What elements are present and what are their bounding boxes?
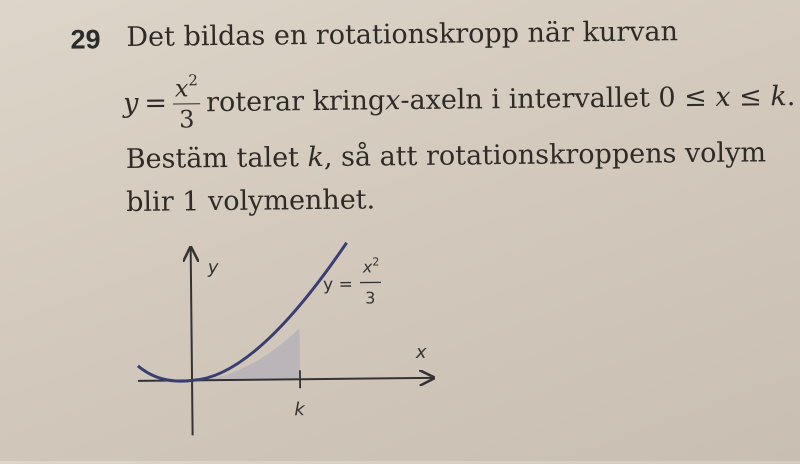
problem-line-2 [123, 67, 796, 132]
line2-text-a: roterar kring [206, 85, 385, 118]
line3-text-b: , så att rotationskroppens volym [324, 137, 766, 173]
line3-text-a: Bestäm talet [126, 142, 308, 175]
problem-line-4: blir 1 volymenhet. [126, 184, 375, 218]
equation-y: y [123, 87, 139, 118]
k-label: k [294, 399, 306, 420]
curve-label-denominator: 3 [365, 288, 375, 307]
line2-x-var: x [715, 81, 731, 112]
fraction-numerator [173, 73, 200, 104]
x-axis-label: x [415, 342, 427, 363]
curve-label-y: y = [323, 275, 353, 295]
y-axis [191, 249, 193, 435]
y-axis-label: y [207, 257, 219, 278]
equation-fraction [173, 73, 201, 131]
rotation-graph [129, 237, 441, 445]
problem-line-1: Det bildas en rotationskropp när kurvan [126, 16, 678, 53]
line2-period: . [787, 81, 796, 112]
line2-text-b: -axeln i intervallet 0 ≤ [400, 81, 715, 115]
equation-equals: = [144, 87, 167, 118]
line2-text-c: ≤ [730, 81, 770, 112]
numerator-exponent: 2 [188, 71, 198, 89]
numerator-x: x [175, 74, 189, 102]
shaded-region [192, 328, 301, 380]
line3-k-var: k [307, 142, 324, 173]
curve-label-numerator: $x^2$ [362, 255, 380, 276]
fraction-denominator: 3 [179, 104, 195, 131]
line2-x-axis-var: x [385, 85, 401, 116]
problem-line-3 [126, 137, 767, 175]
line2-k-var: k [770, 81, 787, 112]
problem-number: 29 [70, 24, 100, 55]
parabola-curve [137, 243, 348, 382]
